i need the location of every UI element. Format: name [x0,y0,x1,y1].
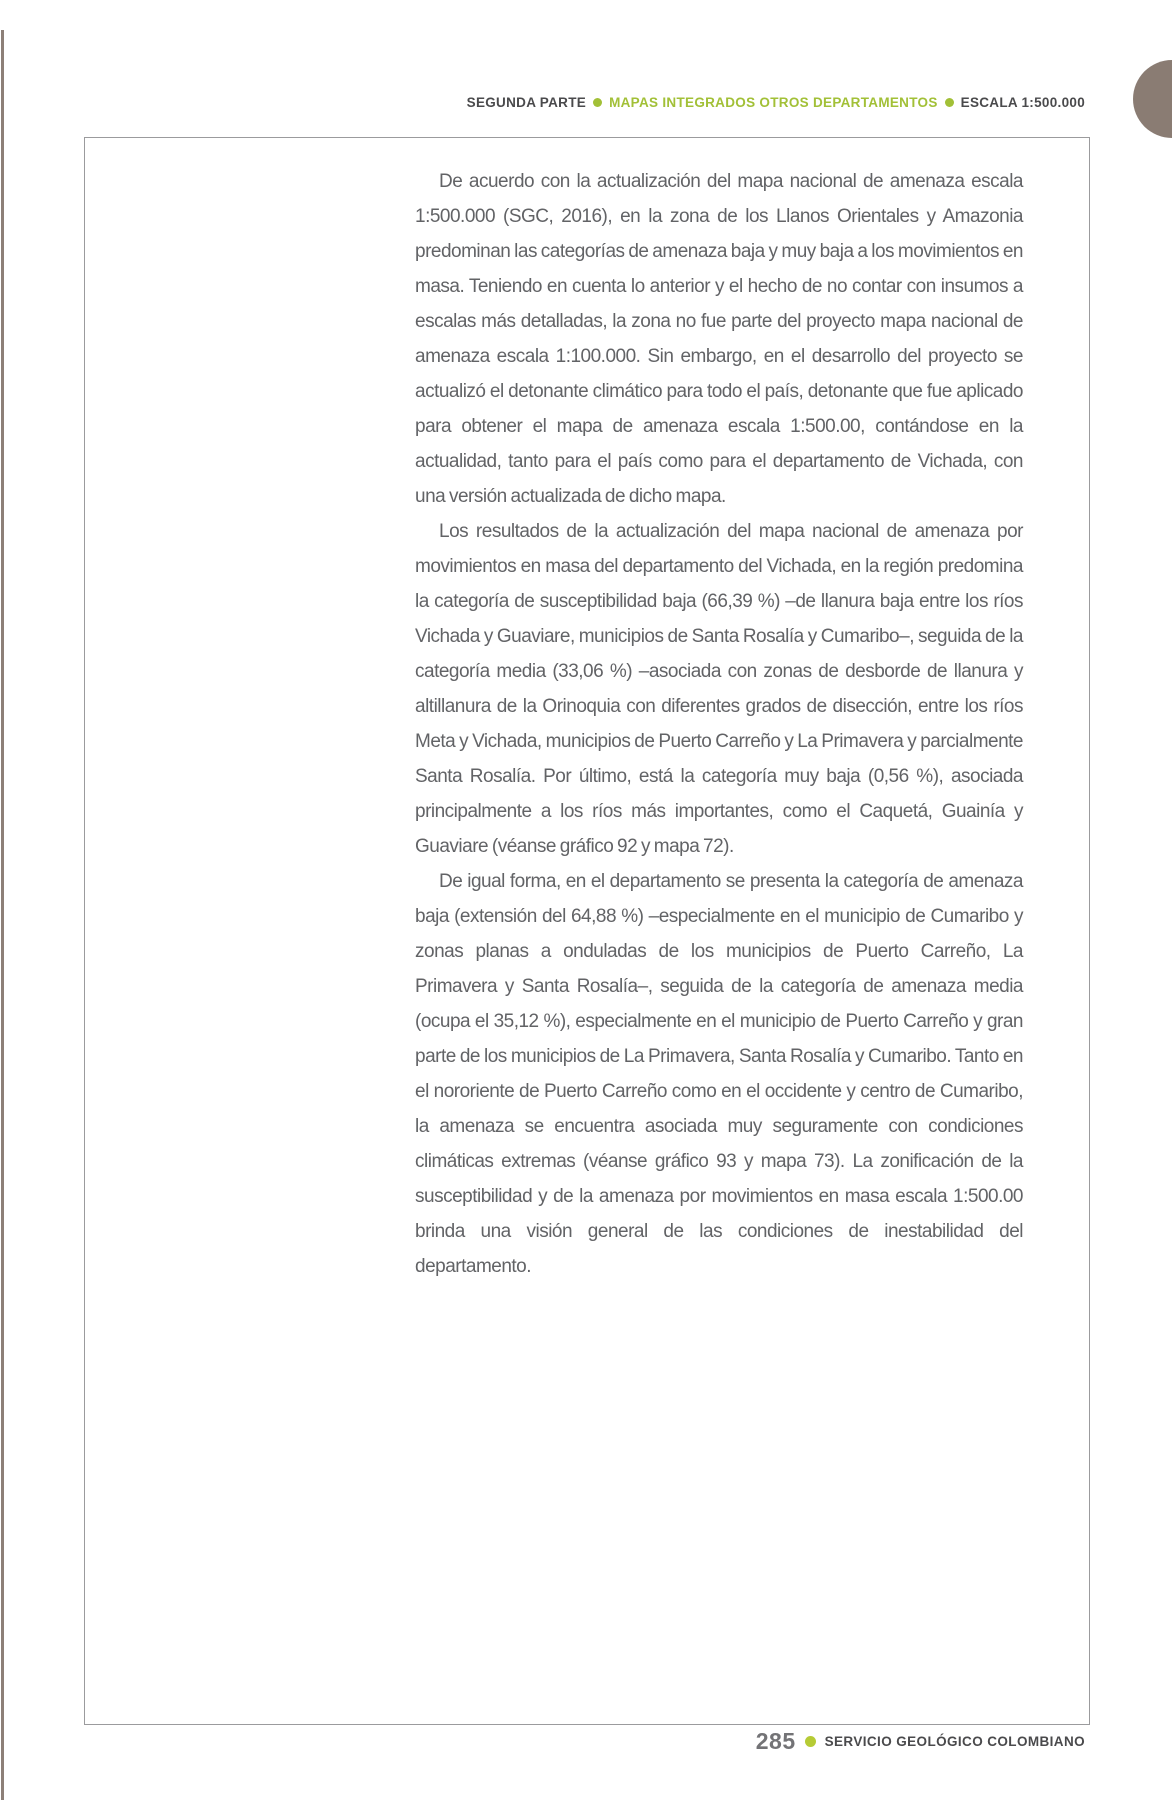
chapter-tab [1133,60,1172,138]
header-part-label: SEGUNDA PARTE [466,95,587,110]
content-frame [84,137,1090,1725]
header-scale-label: ESCALA 1:500.000 [960,95,1085,110]
separator-dot-icon [593,98,602,107]
footer-dot-icon [805,1736,816,1747]
body-text-column [415,164,1023,1284]
paragraph-hazard-categories: De igual forma, en el departamento se presenta la categoría de amenaza baja (extensión del 64,88 %) –especialmente en el municipio de Cumaribo y zonas planas a onduladas de los municipios de Puerto Carreño, La Primavera y Santa Rosalía–, seguida de la categoría de amenaza media (ocupa el 35,12 %), especialmente en el municipio de Puerto Carreño y gran parte de los municipios de La Primavera, Santa Rosalía y Cumaribo. Tanto en el nororiente de Puerto Carreño como en el occidente y centro de Cumaribo, la amenaza se encuentra asociada muy seguramente con condiciones climáticas extremas (véanse gráfico 93 y mapa 73). La zonificación de la susceptibilidad y de la amenaza por movimientos en masa escala 1:500.00 brinda una visión general de las condiciones de inestabilidad del departamento. [415,871,1023,1277]
running-header [467,95,1085,110]
publisher-name: SERVICIO GEOLÓGICO COLOMBIANO [824,1734,1085,1749]
page-footer [756,1728,1085,1755]
page-edge-rule [1,30,4,1800]
paragraph-susceptibility-results: Los resultados de la actualización del mapa nacional de amenaza por movimientos en masa del departamento del Vichada, en la región predomina la categoría de susceptibilidad baja (66,39 %) –de llanura baja entre los ríos Vichada y Guaviare, municipios de Santa Rosalía y Cumaribo–, seguida de la categoría media (33,06 %) –asociada con zonas de desborde de llanura y altillanura de la Orinoquia con diferentes grados de disección, entre los ríos Meta y Vichada, municipios de Puerto Carreño y La Primavera y parcialmente Santa Rosalía. Por último, está la categoría muy baja (0,56 %), asociada principalmente a los ríos más importantes, como el Caquetá, Guainía y Guaviare (véanse gráfico 92 y mapa 72). [415,521,1023,857]
header-section-label: MAPAS INTEGRADOS OTROS DEPARTAMENTOS [609,95,938,110]
page-number: 285 [755,1728,796,1754]
separator-dot-icon [945,98,954,107]
paragraph-hazard-map-update: De acuerdo con la actualización del mapa nacional de amenaza escala 1:500.000 (SGC, 2016), en la zona de los Llanos Orientales y Amazonia predominan las categorías de amenaza baja y muy baja a los movimientos en masa. Teniendo en cuenta lo anterior y el hecho de no contar con insumos a escalas más detalladas, la zona no fue parte del proyecto mapa nacional de amenaza escala 1:100.000. Sin embargo, en el desarrollo del proyecto se actualizó el detonante climático para todo el país, detonante que fue aplicado para obtener el mapa de amenaza escala 1:500.00, contándose en la actualidad, tanto para el país como para el departamento de Vichada, con una versión actualizada de dicho mapa. [415,171,1023,507]
